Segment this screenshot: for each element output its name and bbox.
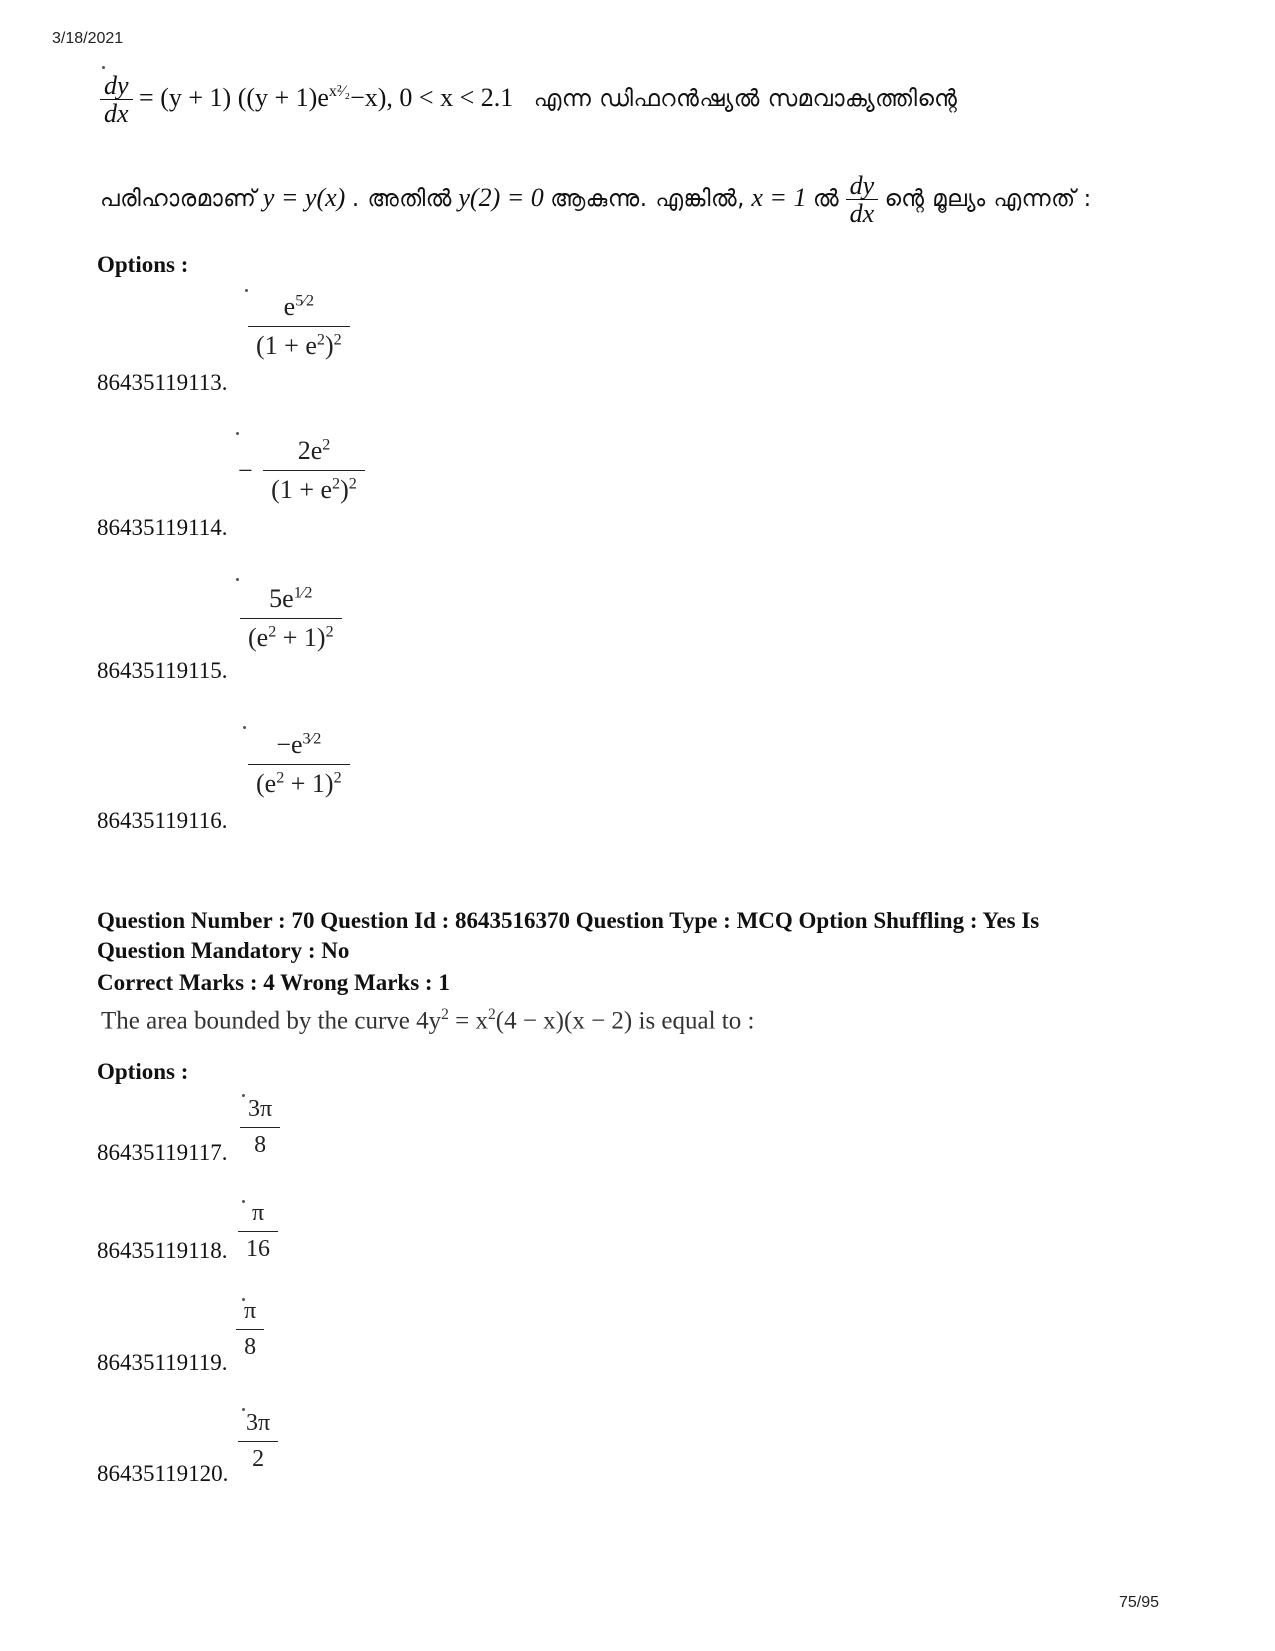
dy-dx-fraction-2: $\frac{dy}{dx}$ — [846, 172, 879, 228]
q69-option-4-id: 86435119116. — [97, 808, 228, 833]
q70-meta-line1: Question Number : 70 Question Id : 8643516370 Question Type : MCQ Option Shuffling : Yes Is — [97, 908, 1040, 933]
q70-option-1-id: 86435119117. — [97, 1140, 228, 1165]
equation-exponent: x²⁄₂ — [328, 83, 351, 101]
q69-options-label: Options : — [97, 252, 189, 277]
q69-text-line2: പരിഹാരമാണ് y = y(x) . അതിൽ y(2) = 0 ആകുന്നു. എങ്കിൽ, x = 1 ൽ $\frac{dy}{dx}$ ന്റെ മൂല്യം എന്നത് : — [100, 171, 1092, 229]
q70-option-2-expr: $\frac{\pi}{16}$ — [238, 1200, 278, 1263]
q70-options-label: Options : — [97, 1059, 189, 1084]
dy-dx-fraction: $\frac{dy}{dx}$ — [100, 72, 133, 128]
equation-rhs: = (y + 1) ((y + 1)e — [139, 82, 329, 112]
q70-meta-line3: Correct Marks : 4 Wrong Marks : 1 — [97, 970, 450, 995]
q69-option-4-expr: $\frac{-e^{3⁄2}}{(e^2 + 1)^2}$ — [248, 730, 350, 799]
q69-option-2-expr: − $\frac{2e^2}{(1 + e^2)^2}$ — [238, 436, 365, 505]
q70-question-text: The area bounded by the curve $4y^2 = x^2(4 - x)(x - 2)$ is equal to : — [101, 1006, 755, 1035]
q70-option-3-expr: $\frac{\pi}{8}$ — [236, 1298, 264, 1361]
print-date: 3/18/2021 — [52, 30, 124, 47]
q69-option-1-id: 86435119113. — [97, 370, 228, 395]
page-number: 75/95 — [1118, 1594, 1159, 1611]
q69-malayalam-line1: എന്ന ഡിഫറൻഷ്യൽ സമവാക്യത്തിന്റെ — [533, 85, 958, 112]
q70-meta-line2: Question Mandatory : No — [97, 938, 350, 963]
q70-option-2-id: 86435119118. — [97, 1238, 228, 1263]
q69-option-3-id: 86435119115. — [97, 658, 228, 683]
q70-option-1-expr: $\frac{3\pi}{8}$ — [240, 1096, 280, 1159]
q69-option-1-expr: $\frac{e^{5⁄2}}{(1 + e^2)^2}$ — [248, 292, 350, 361]
q70-meta — [97, 906, 1039, 998]
q70-option-4-expr: $\frac{3\pi}{2}$ — [238, 1410, 278, 1473]
q69-equation-line — [100, 72, 957, 128]
q70-option-3-id: 86435119119. — [97, 1350, 228, 1375]
equation-tail: −x), 0 < x < 2.1 — [350, 82, 514, 112]
q69-option-3-expr: $\frac{5e^{1⁄2}}{(e^2 + 1)^2}$ — [240, 584, 342, 653]
q70-option-4-id: 86435119120. — [97, 1461, 229, 1486]
q69-option-2-id: 86435119114. — [97, 515, 228, 540]
